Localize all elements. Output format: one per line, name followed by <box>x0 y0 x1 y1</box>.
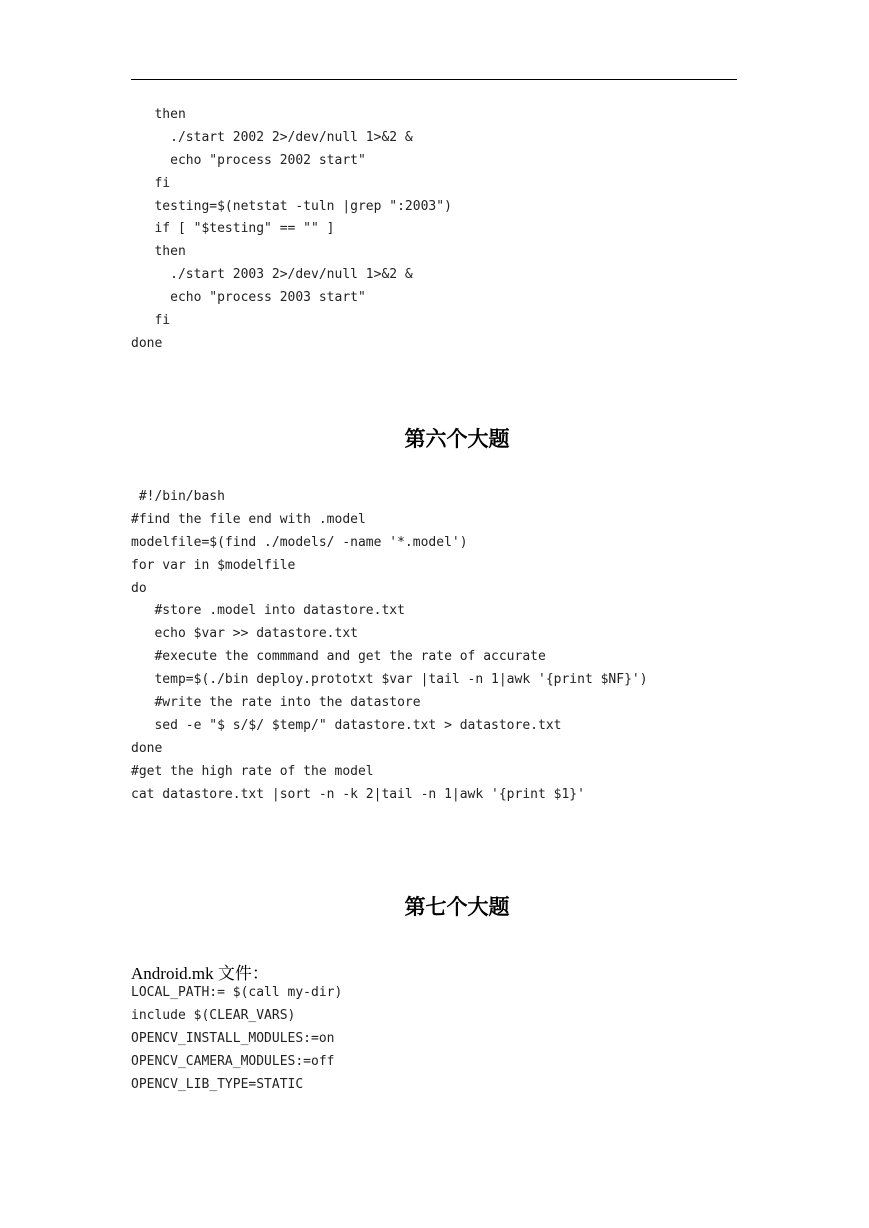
code-line: #store .model into datastore.txt <box>131 603 405 619</box>
code-line: #write the rate into the datastore <box>131 695 421 711</box>
code-line: ./start 2003 2>/dev/null 1>&2 & <box>131 267 413 283</box>
code-line: #find the file end with .model <box>131 511 366 527</box>
code-line: temp=$(./bin deploy.prototxt $var |tail -n 1|awk '{print $NF}') <box>131 672 648 688</box>
section-heading-7: 第七个大题 <box>404 895 510 919</box>
code-line: cat datastore.txt |sort -n -k 2|tail -n 1|awk '{print $1}' <box>131 786 585 802</box>
code-line: done <box>131 335 163 351</box>
code-line: OPENCV_INSTALL_MODULES:=on <box>131 1030 335 1046</box>
code-line: OPENCV_CAMERA_MODULES:=off <box>131 1053 335 1069</box>
code-line: fi <box>131 175 171 191</box>
code-line: do <box>131 580 147 596</box>
code-line: #get the high rate of the model <box>131 763 374 779</box>
code-line: modelfile=$(find ./models/ -name '*.model') <box>131 534 468 550</box>
code-line: echo "process 2002 start" <box>131 152 366 168</box>
code-line: done <box>131 740 163 756</box>
code-line: ./start 2002 2>/dev/null 1>&2 & <box>131 129 413 145</box>
android-mk-label: Android.mk 文件： <box>131 964 269 983</box>
code-line: echo "process 2003 start" <box>131 290 366 306</box>
code-line: fi <box>131 313 171 329</box>
code-line: for var in $modelfile <box>131 557 296 573</box>
code-block-android-mk <box>131 982 342 1096</box>
code-block-script-tail <box>131 104 452 356</box>
code-line: #execute the commmand and get the rate of accurate <box>131 649 546 665</box>
code-line: if [ "$testing" == "" ] <box>131 221 335 237</box>
code-line: then <box>131 107 186 122</box>
code-line: then <box>131 244 186 260</box>
code-line: #!/bin/bash <box>131 489 225 504</box>
code-line: LOCAL_PATH:= $(call my-dir) <box>131 985 343 1000</box>
code-block-bash-script <box>131 486 648 806</box>
code-line: testing=$(netstat -tuln |grep ":2003") <box>131 198 452 214</box>
code-line: include $(CLEAR_VARS) <box>131 1007 296 1023</box>
header-rule <box>131 79 737 80</box>
code-line: OPENCV_LIB_TYPE=STATIC <box>131 1076 304 1092</box>
section-heading-6: 第六个大题 <box>404 427 510 451</box>
code-line: sed -e "$ s/$/ $temp/" datastore.txt > datastore.txt <box>131 717 562 733</box>
code-line: echo $var >> datastore.txt <box>131 626 358 642</box>
